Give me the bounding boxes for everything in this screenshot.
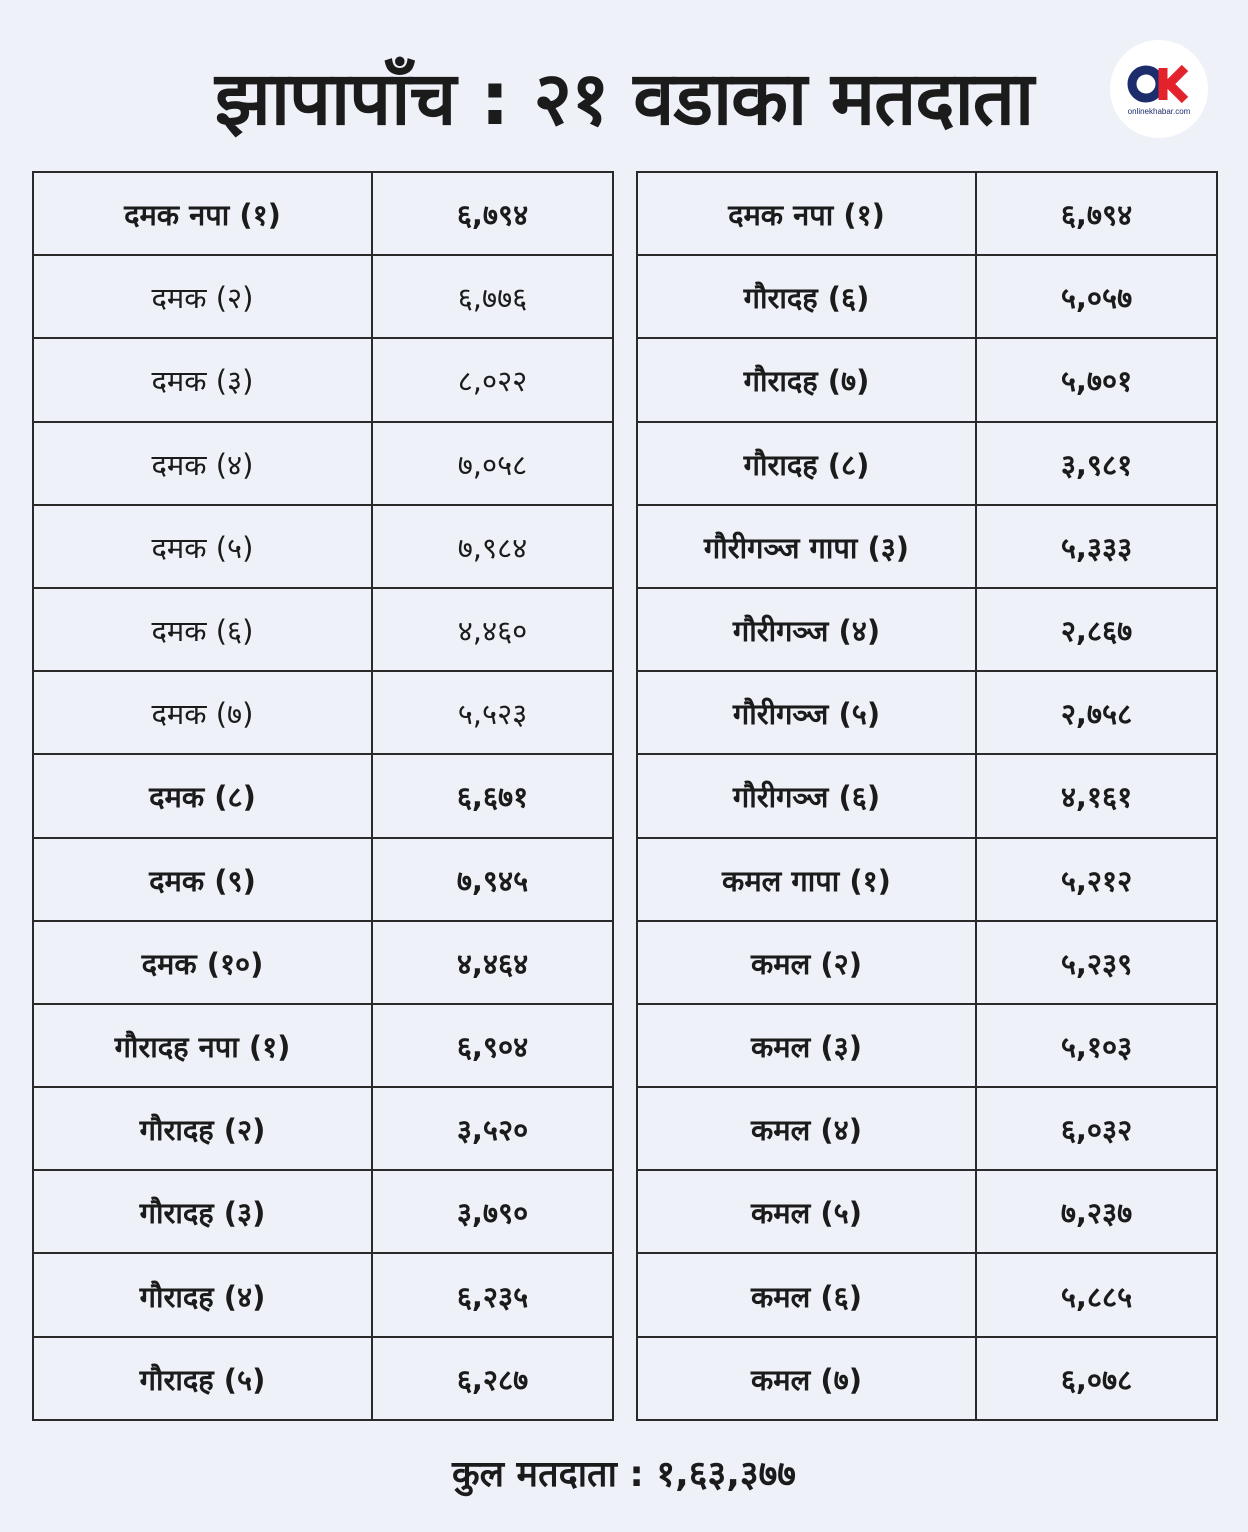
table-row xyxy=(637,1170,1217,1253)
voter-count-cell: २,८६७ xyxy=(976,588,1217,671)
voter-count-cell: ६,०७८ xyxy=(976,1337,1217,1420)
table-row xyxy=(637,921,1217,1004)
ok-logo-icon xyxy=(1127,63,1191,105)
ward-name-cell: कमल (५) xyxy=(637,1170,976,1253)
ward-name-cell: दमक (९) xyxy=(33,838,372,921)
table-row xyxy=(33,921,613,1004)
table-row xyxy=(637,172,1217,255)
table-row xyxy=(33,838,613,921)
table-row xyxy=(33,338,613,421)
table-row xyxy=(637,838,1217,921)
voter-count-cell: ६,०३२ xyxy=(976,1087,1217,1170)
ward-name-cell: गौरीगञ्ज गापा (३) xyxy=(637,505,976,588)
table-row xyxy=(637,754,1217,837)
ward-name-cell: गौरादह (२) xyxy=(33,1087,372,1170)
ward-name-cell: गौरादह नपा (१) xyxy=(33,1004,372,1087)
table-row xyxy=(33,1337,613,1420)
brand-logo-text: onlinekhabar.com xyxy=(1127,106,1191,116)
table-row xyxy=(637,422,1217,505)
table-row xyxy=(33,1087,613,1170)
table-row xyxy=(33,505,613,588)
voter-count-cell: ७,९४५ xyxy=(372,838,613,921)
page-title: झापापाँच : २१ वडाका मतदाता xyxy=(214,56,1034,142)
voter-count-cell: ५,७०१ xyxy=(976,338,1217,421)
voter-count-cell: ५,२३९ xyxy=(976,921,1217,1004)
voter-count-cell: ३,५२० xyxy=(372,1087,613,1170)
voter-count-cell: ७,९८४ xyxy=(372,505,613,588)
voter-count-cell: २,७५८ xyxy=(976,671,1217,754)
table-row xyxy=(637,338,1217,421)
table-row xyxy=(33,1170,613,1253)
ward-name-cell: कमल गापा (१) xyxy=(637,838,976,921)
voter-count-cell: ६,६७१ xyxy=(372,754,613,837)
table-row xyxy=(33,422,613,505)
voter-count-cell: ७,२३७ xyxy=(976,1170,1217,1253)
voter-count-cell: ८,०२२ xyxy=(372,338,613,421)
ward-name-cell: दमक (१०) xyxy=(33,921,372,1004)
ward-name-cell: गौरादह (५) xyxy=(33,1337,372,1420)
voter-count-cell: ६,७९४ xyxy=(372,172,613,255)
table-row xyxy=(637,588,1217,671)
ward-name-cell: दमक (२) xyxy=(33,255,372,338)
voter-count-cell: ६,७९४ xyxy=(976,172,1217,255)
table-row xyxy=(637,1087,1217,1170)
ward-name-cell: दमक (६) xyxy=(33,588,372,671)
ward-name-cell: गौरादह (४) xyxy=(33,1253,372,1336)
voter-count-cell: ३,९८१ xyxy=(976,422,1217,505)
ward-name-cell: गौरादह (७) xyxy=(637,338,976,421)
ward-name-cell: दमक (७) xyxy=(33,671,372,754)
table-row xyxy=(637,1004,1217,1087)
table-row xyxy=(33,671,613,754)
table-row xyxy=(637,1337,1217,1420)
ward-name-cell: दमक (८) xyxy=(33,754,372,837)
ward-name-cell: दमक (३) xyxy=(33,338,372,421)
voter-count-cell: ६,२८७ xyxy=(372,1337,613,1420)
voter-count-cell: ४,१६१ xyxy=(976,754,1217,837)
ward-name-cell: दमक नपा (१) xyxy=(33,172,372,255)
brand-logo xyxy=(1110,40,1208,138)
table-row xyxy=(33,754,613,837)
voter-count-cell: ५,८८५ xyxy=(976,1253,1217,1336)
table-row xyxy=(637,255,1217,338)
ward-name-cell: दमक (५) xyxy=(33,505,372,588)
voter-count-cell: ५,०५७ xyxy=(976,255,1217,338)
voter-count-cell: ४,४६४ xyxy=(372,921,613,1004)
voter-count-cell: ३,७९० xyxy=(372,1170,613,1253)
ward-name-cell: गौरीगञ्ज (६) xyxy=(637,754,976,837)
ward-name-cell: दमक नपा (१) xyxy=(637,172,976,255)
ward-name-cell: गौरीगञ्ज (४) xyxy=(637,588,976,671)
ward-name-cell: कमल (४) xyxy=(637,1087,976,1170)
table-row xyxy=(33,255,613,338)
voter-count-cell: ५,१०३ xyxy=(976,1004,1217,1087)
table-row xyxy=(637,671,1217,754)
ward-name-cell: गौरादह (८) xyxy=(637,422,976,505)
table-row xyxy=(33,588,613,671)
table-row xyxy=(637,505,1217,588)
ward-name-cell: कमल (७) xyxy=(637,1337,976,1420)
voter-table-right xyxy=(636,171,1218,1421)
total-voters: कुल मतदाता : १,६३,३७७ xyxy=(451,1454,797,1495)
voter-count-cell: ५,३३३ xyxy=(976,505,1217,588)
voter-count-cell: ५,५२३ xyxy=(372,671,613,754)
voter-count-cell: ७,०५८ xyxy=(372,422,613,505)
table-row xyxy=(33,172,613,255)
ward-name-cell: कमल (३) xyxy=(637,1004,976,1087)
table-row xyxy=(33,1253,613,1336)
voter-count-cell: ६,२३५ xyxy=(372,1253,613,1336)
ward-name-cell: गौरीगञ्ज (५) xyxy=(637,671,976,754)
ward-name-cell: दमक (४) xyxy=(33,422,372,505)
voter-count-cell: ६,९०४ xyxy=(372,1004,613,1087)
voter-count-cell: ४,४६० xyxy=(372,588,613,671)
ward-name-cell: कमल (२) xyxy=(637,921,976,1004)
table-row xyxy=(33,1004,613,1087)
voter-table-left xyxy=(32,171,614,1421)
voter-count-cell: ६,७७६ xyxy=(372,255,613,338)
table-row xyxy=(637,1253,1217,1336)
voter-count-cell: ५,२१२ xyxy=(976,838,1217,921)
ward-name-cell: कमल (६) xyxy=(637,1253,976,1336)
ward-name-cell: गौरादह (६) xyxy=(637,255,976,338)
ward-name-cell: गौरादह (३) xyxy=(33,1170,372,1253)
